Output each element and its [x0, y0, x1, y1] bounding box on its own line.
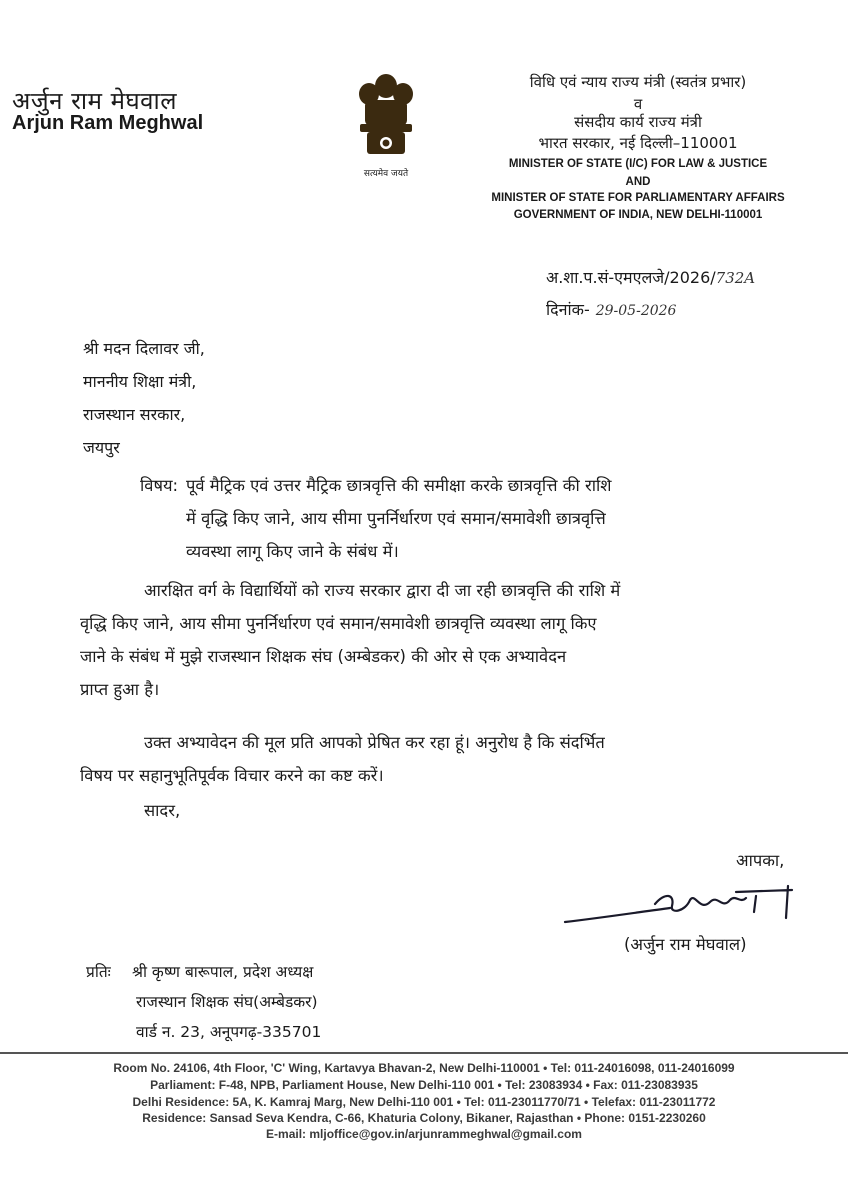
title-hindi-3: संसदीय कार्य राज्य मंत्री: [574, 113, 702, 131]
body-para1-line-4: प्राप्त हुआ है।: [80, 680, 160, 699]
subject-line-1: पूर्व मैट्रिक एवं उत्तर मैट्रिक छात्रवृत्ति की समीक्षा करके छात्रवृत्ति की राशि: [186, 476, 612, 495]
body-para2-line-1: उक्त अभ्यावेदन की मूल प्रति आपको प्रेषित कर रहा हूं। अनुरोध है कि संदर्भित: [144, 733, 605, 752]
body-para1-line-3: जाने के संबंध में मुझे राजस्थान शिक्षक संघ (अम्बेडकर) की ओर से एक अभ्यावेदन: [80, 647, 567, 666]
reference-date: [546, 298, 676, 320]
reference-date-label: दिनांक-: [546, 300, 590, 319]
body-para1-line-1: आरक्षित वर्ग के विद्यार्थियों को राज्य सरकार द्वारा दी जा रही छात्रवृत्ति की राशि में: [144, 581, 621, 600]
copy-to-line-2: राजस्थान शिक्षक संघ(अम्बेडकर): [136, 993, 318, 1011]
title-english-2: AND: [625, 176, 651, 188]
footer-line-1: Room No. 24106, 4th Floor, 'C' Wing, Kartavya Bhavan-2, New Delhi-110001 • Tel: 011-24016098, 011-24016099: [113, 1061, 735, 1075]
title-hindi-2: व: [633, 95, 643, 113]
addressee-line-3: राजस्थान सरकार,: [83, 405, 186, 424]
title-english-1: MINISTER OF STATE (I/C) FOR LAW & JUSTICE: [508, 158, 768, 170]
copy-to-line-3: वार्ड न. 23, अनूपगढ़-335701: [136, 1023, 322, 1041]
signature-icon: [560, 882, 800, 932]
body-para2-line-2: विषय पर सहानुभूतिपूर्वक विचार करने का कष्ट करें।: [80, 766, 384, 785]
footer-line-2: Parliament: F-48, NPB, Parliament House, New Delhi-110 001 • Tel: 23083934 • Fax: 011-23083935: [150, 1078, 698, 1092]
addressee-line-4: जयपुर: [83, 438, 120, 457]
reference-number: [546, 266, 755, 288]
addressee-line-1: श्री मदन दिलावर जी,: [83, 339, 205, 358]
subject-line-3: व्यवस्था लागू किए जाने के संबंध में।: [186, 542, 399, 561]
reference-date-handwritten: 29-05-2026: [595, 303, 677, 319]
footer-line-5: E-mail: mljoffice@gov.in/arjunrammeghwal@gmail.com: [266, 1127, 582, 1141]
body-para1-line-2: वृद्धि किए जाने, आय सीमा पुनर्निर्धारण एवं समान/समावेशी छात्रवृत्ति व्यवस्था लागू किए: [80, 614, 597, 633]
footer-divider: [0, 1052, 848, 1054]
title-english-4: GOVERNMENT OF INDIA, NEW DELHI-110001: [513, 209, 763, 221]
salutation: सादर,: [144, 801, 181, 820]
title-hindi-1: विधि एवं न्याय राज्य मंत्री (स्वतंत्र प्रभार): [529, 73, 747, 91]
subject-label: विषय:: [140, 476, 179, 495]
sender-name-english: Arjun Ram Meghwal: [12, 112, 204, 134]
footer-line-3: Delhi Residence: 5A, K. Kamraj Marg, New Delhi-110 001 • Tel: 011-23011770/71 • Telefax: 011-23011772: [132, 1095, 716, 1109]
footer-line-4: Residence: Sansad Seva Kendra, C-66, Khaturia Colony, Bikaner, Rajasthan • Phone: 0151-2230260: [142, 1111, 706, 1125]
subject-line-2: में वृद्धि किए जाने, आय सीमा पुनर्निर्धारण एवं समान/समावेशी छात्रवृत्ति: [186, 509, 606, 528]
title-english-3: MINISTER OF STATE FOR PARLIAMENTARY AFFAIRS: [491, 192, 785, 204]
reference-number-label: अ.शा.प.सं-एमएलजे/2026/: [546, 268, 716, 287]
addressee-line-2: माननीय शिक्षा मंत्री,: [83, 372, 197, 391]
reference-number-handwritten: 732A: [715, 269, 756, 287]
title-hindi-4: भारत सरकार, नई दिल्ली–110001: [538, 134, 738, 152]
closing: आपका,: [736, 851, 785, 870]
signer-name: (अर्जुन राम मेघवाल): [624, 935, 747, 954]
copy-to-label: प्रतिः: [86, 963, 111, 981]
national-emblem-icon: [345, 68, 427, 178]
emblem-motto: सत्यमेव जयते: [363, 169, 409, 179]
copy-to-line-1: श्री कृष्ण बारूपाल, प्रदेश अध्यक्ष: [132, 963, 314, 981]
sender-name-hindi: अर्जुन राम मेघवाल: [12, 87, 177, 115]
